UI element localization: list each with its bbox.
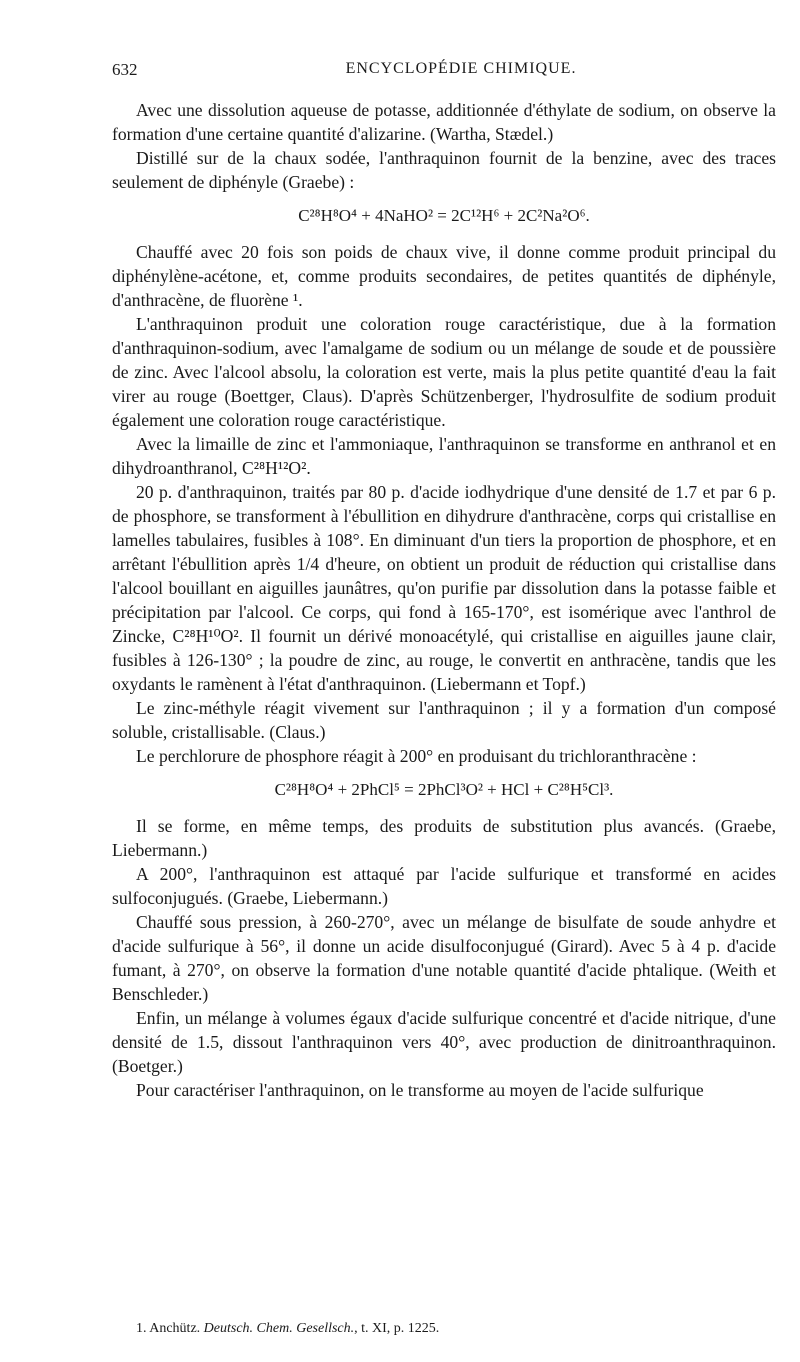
footnote-journal: Deutsch. Chem. Gesellsch. <box>203 1321 355 1336</box>
footnote <box>136 1320 776 1338</box>
paragraph: Avec une dissolution aqueuse de potasse, additionnée d'éthylate de sodium, on observe la formation d'une certaine quantité d'alizarine. (Wartha, Stædel.) <box>112 100 776 144</box>
paragraph: L'anthraquinon produit une coloration rouge caractéristique, due à la formation d'anthraquinon-sodium, avec l'amalgame de sodium ou un mélange de soude et de poussière de zinc. Avec l'alcool absolu, la coloration est verte, mais la plus petite quantité d'eau la fait virer au rouge (Boettger, Claus). D'après Schützenberger, l'hydrosulfite de sodium produit également une coloration rouge caractéristique. <box>112 314 776 430</box>
paragraph: Avec la limaille de zinc et l'ammoniaque, l'anthraquinon se transforme en anthranol et en dihydroanthranol, C²⁸H¹²O². <box>112 434 776 478</box>
paragraph: Chauffé sous pression, à 260-270°, avec un mélange de bisulfate de soude anhydre et d'acide sulfurique à 56°, il donne un acide disulfoconjugué (Girard). Avec 5 à 4 p. d'acide fumant, à 270°, on observe la formation d'une notable quantité d'acide phtalique. (Weith et Benschleder.) <box>112 912 776 1004</box>
paragraph: Le zinc-méthyle réagit vivement sur l'anthraquinon ; il y a formation d'un composé soluble, cristallisable. (Claus.) <box>112 698 776 742</box>
paragraph: Pour caractériser l'anthraquinon, on le transforme au moyen de l'acide sulfurique <box>136 1080 704 1100</box>
paragraph: Chauffé avec 20 fois son poids de chaux vive, il donne comme produit principal du diphénylène-acétone, et, comme produits secondaires, de petites quantités de diphényle, d'anthracène, de fluorène ¹. <box>112 242 776 310</box>
footnote-reference: , t. XI, p. 1225. <box>354 1321 440 1336</box>
chemical-equation: C²⁸H⁸O⁴ + 4NaHO² = 2C¹²H⁶ + 2C²Na²O⁶. <box>298 206 590 225</box>
footnote-number: 1. <box>136 1321 147 1336</box>
paragraph: Il se forme, en même temps, des produits de substitution plus avancés. (Graebe, Liebermann.) <box>112 816 776 860</box>
running-title: ENCYCLOPÉDIE CHIMIQUE. <box>345 60 577 77</box>
footnote-author: Anchütz. <box>149 1321 201 1336</box>
page-number: 632 <box>112 60 138 79</box>
page-header <box>112 60 770 86</box>
paragraph: 20 p. d'anthraquinon, traités par 80 p. d'acide iodhydrique d'une densité de 1.7 et par 6 p. de phosphore, se transforment à l'ébullition en dihydrure d'anthracène, corps qui cristallise en lamelles tabulaires, fusibles à 108°. En diminuant d'un tiers la proportion de phosphore, et en arrêtant l'ébullition après 1/4 d'heure, on obtient un produit de réduction qui cristallise dans l'alcool bouillant en aiguilles jaunâtres, qu'on purifie par dissolution dans la potasse faible et précipitation par l'alcool. Ce corps, qui fond à 165-170°, est isomérique avec l'anthrol de Zincke, C²⁸H¹⁰O². Il fournit un dérivé monoacétylé, qui cristallise en aiguilles jaune clair, fusibles à 126-130° ; la poudre de zinc, au rouge, le convertit en anthracène, tandis que les oxydants le ramènent à l'état d'anthraquinon. (Liebermann et Topf.) <box>112 482 776 694</box>
body-text <box>112 98 776 1102</box>
paragraph: Le perchlorure de phosphore réagit à 200° en produisant du trichloranthracène : <box>136 746 697 766</box>
chemical-equation: C²⁸H⁸O⁴ + 2PhCl⁵ = 2PhCl³O² + HCl + C²⁸H⁵Cl³. <box>274 780 614 799</box>
paragraph: A 200°, l'anthraquinon est attaqué par l'acide sulfurique et transformé en acides sulfoconjugués. (Graebe, Liebermann.) <box>112 864 776 908</box>
paragraph: Enfin, un mélange à volumes égaux d'acide sulfurique concentré et d'acide nitrique, d'une densité de 1.5, dissout l'anthraquinon vers 40°, avec production de dinitroanthraquinon. (Boetger.) <box>112 1008 776 1076</box>
paragraph: Distillé sur de la chaux sodée, l'anthraquinon fournit de la benzine, avec des traces seulement de diphényle (Graebe) : <box>112 148 776 192</box>
